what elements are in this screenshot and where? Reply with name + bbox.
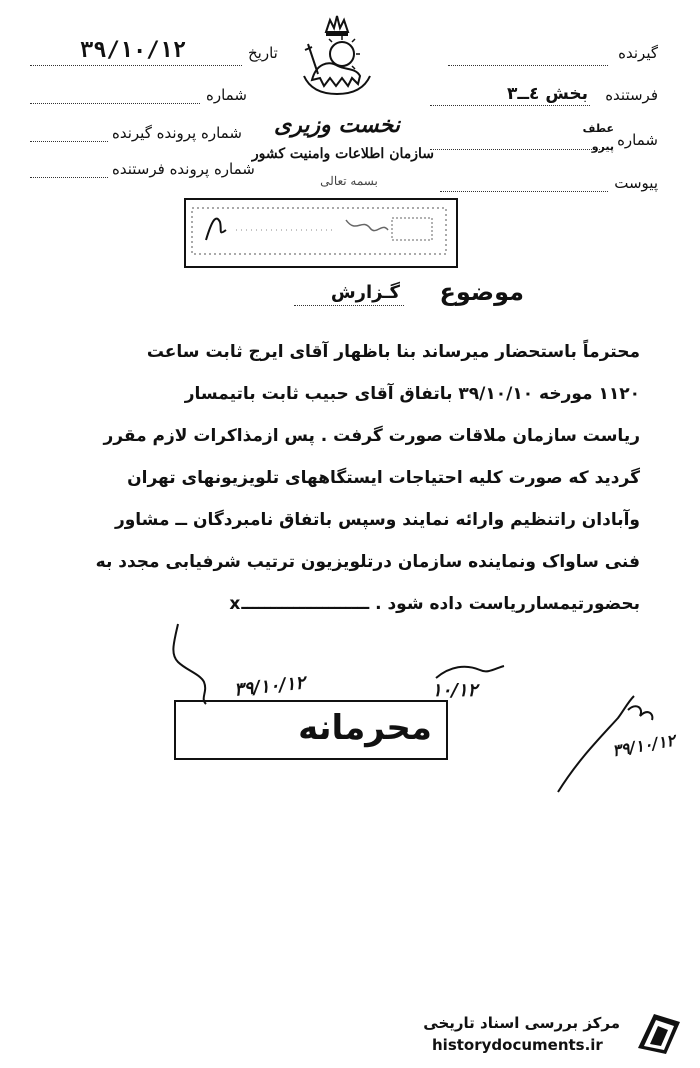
body-line-4: گردید که صورت کلیه احتیاجات ایستگاههای تلویزیونهای تهران <box>127 468 640 488</box>
body-line-7: بحضورتیمسارریاست داده شود . ــــــــــــــــــــــx <box>229 594 640 614</box>
redacted-box <box>184 198 458 268</box>
handwritten-date-right: ۳۹/۱۰/۱۲ <box>610 730 677 761</box>
receiver-line <box>448 64 608 66</box>
left-number-line <box>30 102 200 104</box>
emblem-line-prime-ministry: نخست وزیری <box>274 112 400 138</box>
sender-file-label: شماره پرونده فرستنده <box>112 160 255 178</box>
receiver-file-line <box>30 140 108 142</box>
handwritten-date-left: ۳۹/۱۰/۱۲ <box>233 672 307 701</box>
ref-label: عطف <box>582 122 614 135</box>
attachment-label: پیوست <box>614 174 658 192</box>
number-line <box>430 148 600 150</box>
confidential-stamp-text: محرمانه <box>298 708 432 748</box>
sender-line <box>430 104 590 106</box>
handwritten-initial-icon <box>430 660 510 684</box>
number-label: شماره <box>617 131 658 149</box>
subject-label: موضوع <box>439 278 524 306</box>
date-label: تاریخ <box>248 44 278 62</box>
body-line-5: وآبادان راتنظیم وارائه نمایند وسپس باتفاق نامبردگان ــ مشاور <box>114 510 640 530</box>
body-line-6: فنی ساواک ونماینده سازمان درتلویزیون ترتیب شرفیابی مجدد به <box>95 552 640 572</box>
sender-value: بخش ٤ــ٣ <box>507 84 588 104</box>
left-number-label: شماره <box>206 86 247 104</box>
date-value: ۳۹/۱۰/۱۲ <box>80 38 186 63</box>
receiver-label: گیرنده <box>618 44 658 62</box>
follow-label: پیرو <box>591 140 614 153</box>
sender-file-line <box>30 176 108 178</box>
subject-value: گـزارش <box>330 282 400 303</box>
confidential-stamp <box>174 700 448 760</box>
emblem-line-organization: سازمان اطلاعات وامنیت کشور <box>251 146 434 162</box>
receiver-file-label: شماره پرونده گیرنده <box>112 124 242 142</box>
emblem-line-blessing: بسمه تعالی <box>320 174 378 188</box>
body-line-1: محترماً باستحضار میرساند بنا باظهار آقای ایرج ثابت ساعت <box>146 342 640 362</box>
body-line-3: ریاست سازمان ملاقات صورت گرفت . پس ازمذاکرات لازم مقرر <box>103 426 640 446</box>
body-line-2: ۱۱۲۰ مورخه ۳۹/۱۰/۱۰ باتفاق آقای حبیب ثابت باتیمسار <box>184 384 640 404</box>
subject-line <box>294 304 404 306</box>
date-line <box>30 64 242 66</box>
footer-title-fa: مرکز بررسی اسناد تاریخی <box>423 1014 620 1032</box>
history-documents-logo-icon <box>628 1008 686 1060</box>
sender-label: فرستنده <box>605 86 658 104</box>
attachment-line <box>440 190 608 192</box>
footer-website[interactable]: historydocuments.ir <box>432 1036 603 1054</box>
lion-sun-emblem-icon <box>298 14 376 96</box>
handwritten-date-center: ۱۰/۱۲ <box>432 680 478 701</box>
